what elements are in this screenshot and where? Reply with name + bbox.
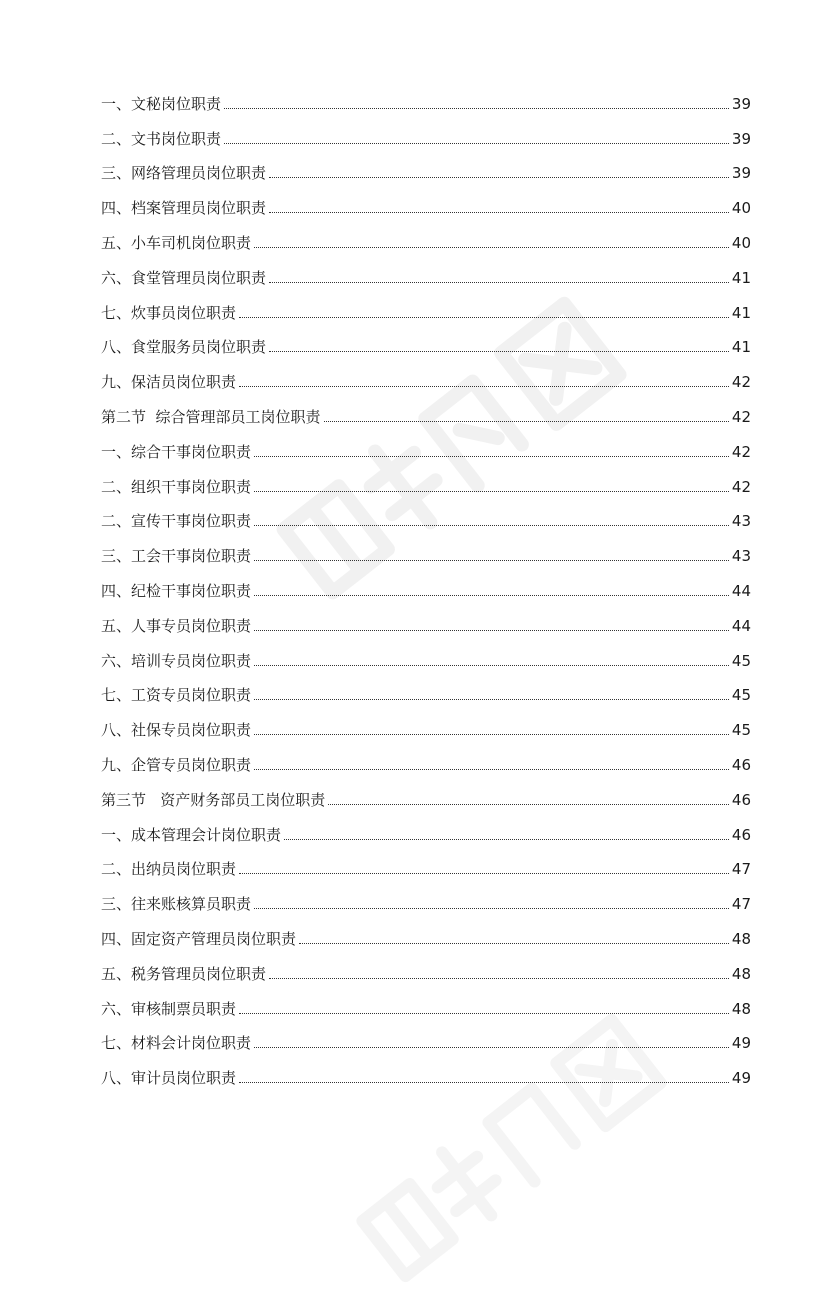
toc-entry-page-number: 49 — [731, 1069, 751, 1088]
toc-entry-title: 七、材料会计岗位职责 — [101, 1034, 252, 1053]
toc-entry-title: 二、宣传干事岗位职责 — [101, 512, 252, 531]
toc-entry-title: 四、档案管理员岗位职责 — [101, 199, 267, 218]
toc-dot-leader — [239, 386, 729, 387]
toc-entry-page-number: 39 — [731, 94, 751, 113]
toc-dot-leader — [324, 421, 729, 422]
toc-dot-leader — [269, 177, 729, 178]
toc-entry[interactable] — [101, 920, 751, 955]
toc-dot-leader — [254, 525, 729, 526]
toc-entry[interactable] — [101, 1059, 751, 1094]
toc-entry[interactable] — [101, 677, 751, 712]
toc-dot-leader — [254, 769, 729, 770]
toc-entry-title: 三、网络管理员岗位职责 — [101, 164, 267, 183]
toc-entry-page-number: 44 — [731, 581, 751, 600]
toc-dot-leader — [254, 491, 729, 492]
toc-entry-page-number: 41 — [731, 338, 751, 357]
toc-entry-title: 七、工资专员岗位职责 — [101, 686, 252, 705]
toc-entry-title: 四、纪检干事岗位职责 — [101, 581, 252, 600]
toc-entry-title: 八、社保专员岗位职责 — [101, 721, 252, 740]
toc-dot-leader — [239, 1082, 729, 1083]
toc-dot-leader — [254, 247, 729, 248]
toc-entry-page-number: 45 — [731, 686, 751, 705]
toc-entry[interactable] — [101, 503, 751, 538]
toc-entry[interactable] — [101, 990, 751, 1025]
toc-entry-title: 七、炊事员岗位职责 — [101, 303, 237, 322]
toc-entry[interactable] — [101, 398, 751, 433]
toc-entry-page-number: 40 — [731, 199, 751, 218]
toc-entry-page-number: 42 — [731, 373, 751, 392]
toc-dot-leader — [269, 212, 729, 213]
toc-entry[interactable] — [101, 781, 751, 816]
toc-entry-title: 六、食堂管理员岗位职责 — [101, 268, 267, 287]
toc-entry-page-number: 46 — [731, 790, 751, 809]
toc-entry-title: 二、出纳员岗位职责 — [101, 860, 237, 879]
table-of-contents — [101, 85, 751, 1094]
toc-dot-leader — [254, 456, 729, 457]
toc-entry[interactable] — [101, 433, 751, 468]
toc-entry[interactable] — [101, 468, 751, 503]
toc-entry[interactable] — [101, 85, 751, 120]
toc-entry-page-number: 47 — [731, 895, 751, 914]
toc-entry[interactable] — [101, 955, 751, 990]
toc-entry-title: 一、文秘岗位职责 — [101, 94, 222, 113]
toc-dot-leader — [239, 1013, 729, 1014]
toc-dot-leader — [254, 1047, 729, 1048]
toc-entry[interactable] — [101, 851, 751, 886]
toc-dot-leader — [224, 143, 729, 144]
toc-entry[interactable] — [101, 746, 751, 781]
toc-dot-leader — [254, 630, 729, 631]
toc-entry[interactable] — [101, 711, 751, 746]
toc-entry-page-number: 41 — [731, 268, 751, 287]
toc-entry-page-number: 48 — [731, 999, 751, 1018]
toc-entry-title: 五、人事专员岗位职责 — [101, 616, 252, 635]
toc-entry-page-number: 43 — [731, 512, 751, 531]
toc-entry-page-number: 39 — [731, 129, 751, 148]
toc-entry-title: 六、培训专员岗位职责 — [101, 651, 252, 670]
toc-entry[interactable] — [101, 642, 751, 677]
toc-dot-leader — [254, 699, 729, 700]
toc-entry[interactable] — [101, 363, 751, 398]
toc-entry-title: 五、税务管理员岗位职责 — [101, 964, 267, 983]
toc-entry-title: 九、保洁员岗位职责 — [101, 373, 237, 392]
toc-dot-leader — [239, 873, 729, 874]
toc-entry-page-number: 45 — [731, 721, 751, 740]
toc-entry-page-number: 48 — [731, 964, 751, 983]
toc-entry[interactable] — [101, 329, 751, 364]
toc-entry-page-number: 42 — [731, 407, 751, 426]
toc-entry-title: 八、审计员岗位职责 — [101, 1069, 237, 1088]
toc-entry-page-number: 41 — [731, 303, 751, 322]
toc-dot-leader — [254, 734, 729, 735]
toc-entry-page-number: 46 — [731, 755, 751, 774]
toc-entry[interactable] — [101, 816, 751, 851]
toc-entry-page-number: 47 — [731, 860, 751, 879]
toc-entry-title: 第三节 资产财务部员工岗位职责 — [101, 790, 326, 809]
toc-entry[interactable] — [101, 607, 751, 642]
toc-entry-title: 三、往来账核算员职责 — [101, 895, 252, 914]
toc-dot-leader — [328, 804, 729, 805]
toc-dot-leader — [269, 351, 729, 352]
toc-entry-page-number: 42 — [731, 442, 751, 461]
toc-entry-page-number: 39 — [731, 164, 751, 183]
toc-dot-leader — [254, 908, 729, 909]
toc-entry-page-number: 42 — [731, 477, 751, 496]
toc-dot-leader — [269, 282, 729, 283]
toc-entry-title: 二、组织干事岗位职责 — [101, 477, 252, 496]
toc-dot-leader — [299, 943, 729, 944]
toc-entry-title: 一、成本管理会计岗位职责 — [101, 825, 282, 844]
toc-entry-title: 六、审核制票员职责 — [101, 999, 237, 1018]
toc-entry[interactable] — [101, 537, 751, 572]
toc-entry[interactable] — [101, 155, 751, 190]
toc-entry[interactable] — [101, 189, 751, 224]
toc-dot-leader — [254, 665, 729, 666]
toc-entry-page-number: 45 — [731, 651, 751, 670]
toc-dot-leader — [254, 595, 729, 596]
toc-entry-title: 三、工会干事岗位职责 — [101, 547, 252, 566]
toc-entry-page-number: 43 — [731, 547, 751, 566]
toc-dot-leader — [239, 317, 729, 318]
toc-entry-title: 四、固定资产管理员岗位职责 — [101, 929, 297, 948]
toc-entry[interactable] — [101, 224, 751, 259]
toc-entry-page-number: 40 — [731, 233, 751, 252]
toc-entry-page-number: 49 — [731, 1034, 751, 1053]
toc-entry[interactable] — [101, 294, 751, 329]
toc-dot-leader — [224, 108, 729, 109]
toc-dot-leader — [284, 839, 729, 840]
toc-entry[interactable] — [101, 572, 751, 607]
toc-entry-page-number: 46 — [731, 825, 751, 844]
toc-entry-page-number: 44 — [731, 616, 751, 635]
toc-entry[interactable] — [101, 120, 751, 155]
toc-entry-title: 九、企管专员岗位职责 — [101, 755, 252, 774]
toc-entry[interactable] — [101, 259, 751, 294]
toc-entry-title: 八、食堂服务员岗位职责 — [101, 338, 267, 357]
toc-entry-title: 二、文书岗位职责 — [101, 129, 222, 148]
toc-entry-title: 一、综合干事岗位职责 — [101, 442, 252, 461]
toc-entry-title: 五、小车司机岗位职责 — [101, 233, 252, 252]
toc-entry[interactable] — [101, 885, 751, 920]
toc-dot-leader — [269, 978, 729, 979]
toc-dot-leader — [254, 560, 729, 561]
toc-entry[interactable] — [101, 1025, 751, 1060]
toc-entry-page-number: 48 — [731, 929, 751, 948]
toc-entry-title: 第二节 综合管理部员工岗位职责 — [101, 407, 321, 426]
